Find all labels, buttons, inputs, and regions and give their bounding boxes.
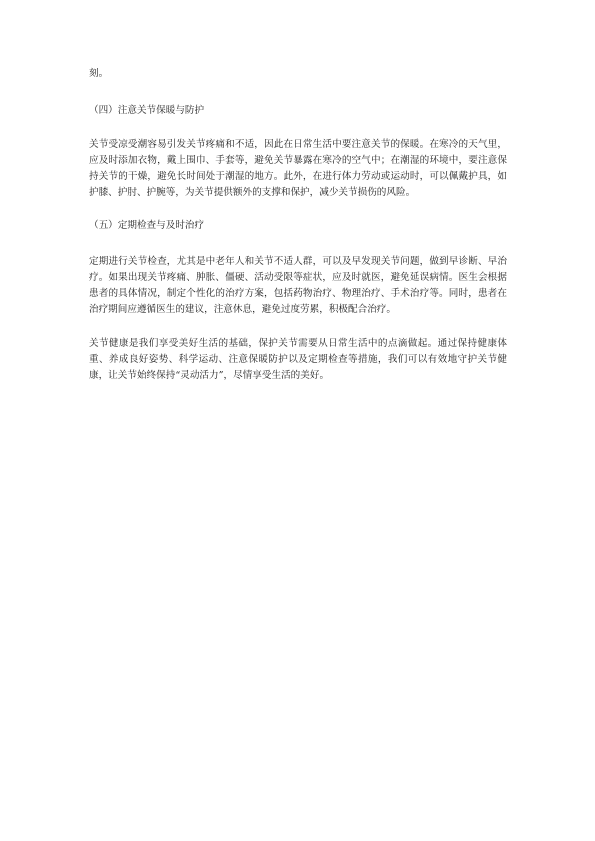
section-4-heading: （四）注意关节保暖与防护 — [89, 105, 205, 116]
spacer — [89, 201, 507, 218]
section-4-body: 关节受凉受潮容易引发关节疼痛和不适，因此在日常生活中要注意关节的保暖。在寒冷的天气里，应及时添加衣物，戴上围巾、手套等，避免关节暴露在寒冷的空气中；在潮湿的环境中，要注意保持关节的干燥，避免长时间处于潮湿的地方。此外，在进行体力劳动或运动时，可以佩戴护具，如护膝、护肘、护腕等，为关节提供额外的支撑和保护，减少关节损伤的风险。 — [89, 139, 507, 198]
continuation-text: 刻。 — [89, 68, 109, 79]
section-5-body: 定期进行关节检查，尤其是中老年人和关节不适人群，可以及早发现关节问题，做到早诊断、早治疗。如果出现关节疼痛、肿胀、僵硬、活动受限等症状，应及时就医，避免延误病情。医生会根据患者的具体情况，制定个性化的治疗方案，包括药物治疗、物理治疗、手术治疗等。同时，患者在治疗期间应遵循医生的建议，注意休息，避免过度劳累，积极配合治疗。 — [89, 256, 507, 315]
document-page — [89, 66, 507, 384]
spacer — [89, 234, 507, 254]
spacer — [89, 82, 507, 103]
spacer — [89, 119, 507, 137]
spacer — [89, 318, 507, 336]
conclusion-paragraph: 关节健康是我们享受美好生活的基础，保护关节需要从日常生活中的点滴做起。通过保持健康体重、养成良好姿势、科学运动、注意保暖防护以及定期检查等措施，我们可以有效地守护关节健康，让关节始终保持“灵动活力”，尽情享受生活的美好。 — [89, 338, 507, 381]
section-5-heading: （五）定期检查与及时治疗 — [89, 220, 205, 231]
